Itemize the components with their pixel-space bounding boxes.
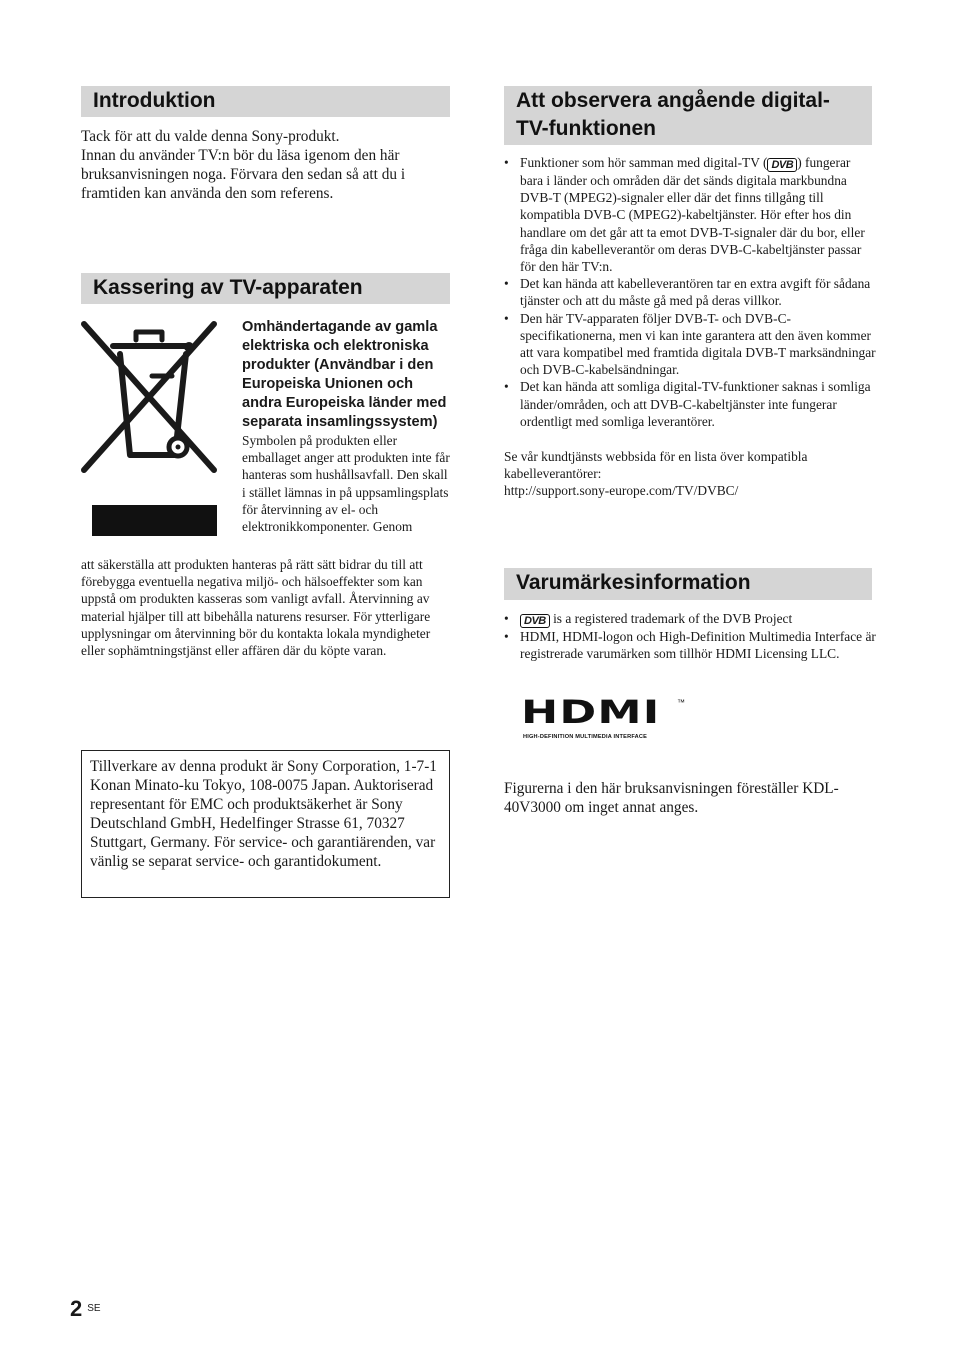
intro-text bbox=[81, 127, 453, 203]
list-item bbox=[504, 154, 876, 275]
bullet-text-pre: Funktioner som hör samman med digital-TV ( bbox=[520, 155, 768, 170]
dvb-logo-icon: DVB bbox=[520, 614, 550, 628]
crossed-out-bin-icon bbox=[80, 320, 220, 480]
digital-tv-bullets bbox=[504, 154, 876, 430]
support-info bbox=[504, 448, 876, 500]
support-url: http://support.sony-europe.com/TV/DVBC/ bbox=[504, 483, 739, 499]
section-heading-text: Introduktion bbox=[93, 89, 216, 112]
section-heading-kassering bbox=[81, 273, 450, 304]
list-item bbox=[504, 610, 876, 628]
section-heading-text: Kassering av TV-apparaten bbox=[93, 276, 363, 299]
list-item: • Det kan hända att somliga digital-TV-funktioner saknas i somliga länder/områden, och att DVB-C-kabeltjänster inte fungerar ordentligt med somliga leverantörer. bbox=[504, 378, 876, 430]
intro-line-2: Innan du använder TV:n bör du läsa igenom den här bruksanvisningen noga. Förvara den sedan så att du i framtiden kan använda den som referens. bbox=[81, 147, 406, 202]
digital-tv-list-wrap bbox=[504, 154, 876, 430]
trademark-bullets bbox=[504, 610, 876, 662]
intro-line-1: Tack för att du valde denna Sony-produkt. bbox=[81, 128, 340, 145]
hdmi-logo-subtitle: HIGH-DEFINITION MULTIMEDIA INTERFACE bbox=[523, 734, 648, 740]
disposal-bold-title: Omhändertagande av gamla elektriska och elektroniska produkter (Användbar i den Europeiska Unionen och andra Europeiska länder med separata insamlingssystem) bbox=[242, 319, 447, 430]
figure-note: Figurerna i den här bruksanvisningen föreställer KDL-40V3000 om inget annat anges. bbox=[504, 780, 839, 816]
page-number: 2 bbox=[70, 1296, 83, 1321]
bullet-text-post: ) fungerar bara i länder och områden där det sänds digitala markbundna DVB-T (MPEG2)-signaler eller där det finns tillgång till kompatibla DVB-C (MPEG2)-kabeltjänster. Hör efter hos din handlare om det går att ta emot DVB-T-signaler där du bor, eller fråga din kabelleverantör om deras DVB-C-kabeltjänster passar för den här TV:n. bbox=[520, 155, 865, 275]
hdmi-logo-wordmark: HDMI bbox=[521, 694, 661, 731]
trademark-list-wrap bbox=[504, 610, 876, 662]
list-item: • Den här TV-apparaten följer DVB-T- och DVB-C-specifikationerna, men vi kan inte garantera att den även kommer att vara kompatibel med framtida digitala DVB-T marksändningar och DVB-C-kabelsändningar. bbox=[504, 310, 876, 379]
hdmi-logo bbox=[521, 694, 691, 744]
support-text: Se vår kundtjänsts webbsida för en lista över kompatibla kabelleverantörer: bbox=[504, 449, 808, 482]
list-item: • HDMI, HDMI-logon och High-Definition Multimedia Interface är registrerade varumärken som tillhör HDMI Licensing LLC. bbox=[504, 628, 876, 662]
disposal-text-beside bbox=[242, 318, 450, 535]
section-heading-digital-tv bbox=[504, 86, 872, 145]
disposal-text-beside-body: Symbolen på produkten eller emballaget anger att produkten inte får hanteras som hushållsavfall. Den skall i stället lämnas in på uppsamlingsplats för återvinning av el- och elektronikkomponenter. Genom bbox=[242, 433, 450, 535]
section-heading-introduktion bbox=[81, 86, 450, 117]
disposal-text-below: att säkerställa att produkten hanteras på rätt sätt bidrar du till att förebygga eventuella negativa miljö- och hälsoeffekter som kan uppstå om produkten kasseras som vanligt avfall. Återvinning av material hjälper till att bibehålla naturens resurser. För ytterligare upplysningar om återvinning bör du kontakta lokala myndigheter eller sophämtningstjänst eller affären där du köpte varan. bbox=[81, 557, 431, 659]
section-heading-text: Att observera angående digital-TV-funktionen bbox=[516, 89, 830, 140]
page-footer bbox=[70, 1296, 101, 1322]
manufacturer-text: Tillverkare av denna produkt är Sony Corporation, 1-7-1 Konan Minato-ku Tokyo, 108-0075 Japan. Auktoriserad representant för EMC och produktsäkerhet är Sony Deutschland GmbH, Hedelfinger Strasse 61, 70327 Stuttgart, Germany. För service- och garantiärenden, var vänlig se separat service- och garantidokument. bbox=[90, 758, 437, 870]
dvb-logo-icon: DVB bbox=[767, 158, 797, 172]
weee-black-bar bbox=[92, 505, 217, 536]
language-code: SE bbox=[87, 1303, 101, 1314]
list-item: • Det kan hända att kabelleverantören tar en extra avgift för sådana tjänster och att du måste gå med på deras villkor. bbox=[504, 275, 876, 309]
manufacturer-box bbox=[81, 750, 450, 898]
bullet-text-post: is a registered trademark of the DVB Project bbox=[549, 611, 793, 626]
section-heading-varumarke bbox=[504, 568, 872, 600]
hdmi-logo-tm: ™ bbox=[677, 698, 685, 707]
section-heading-text: Varumärkesinformation bbox=[516, 571, 751, 594]
